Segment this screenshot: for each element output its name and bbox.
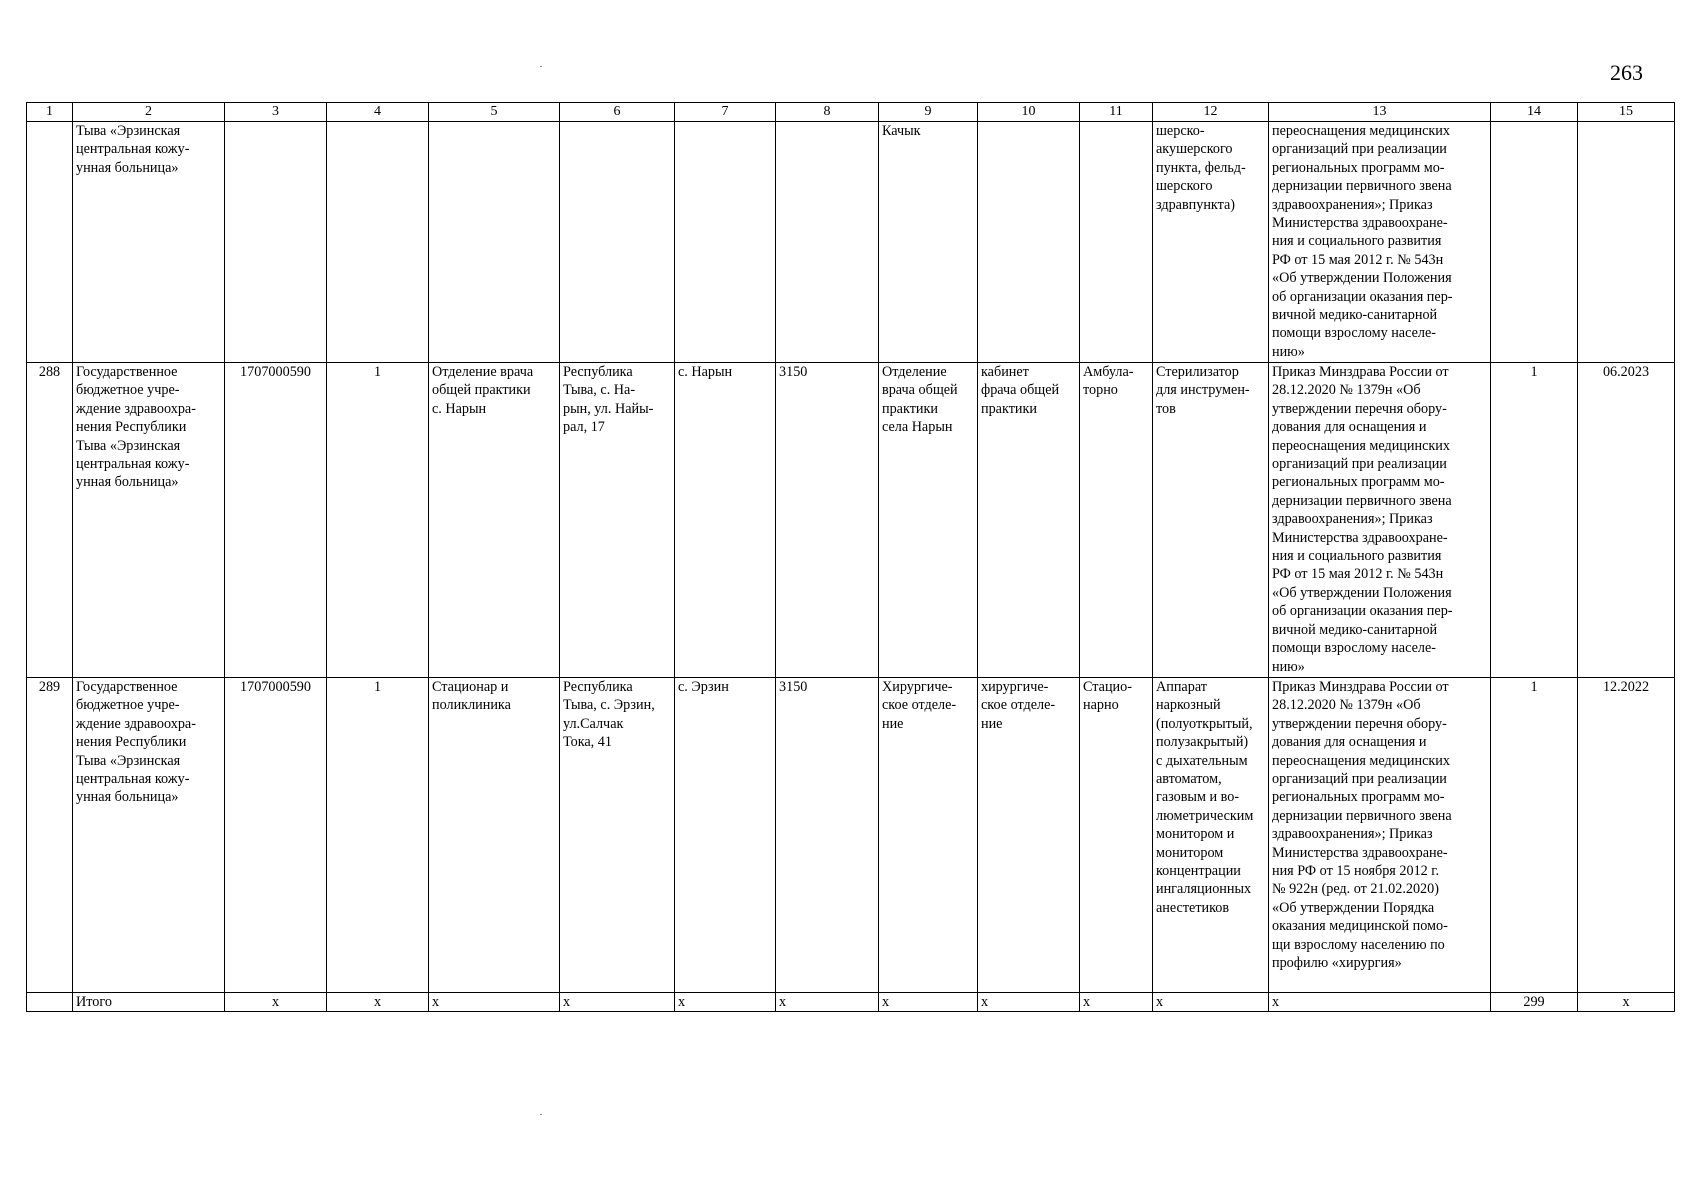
page-number: 263 xyxy=(1610,60,1643,85)
column-number: 13 xyxy=(1269,103,1491,122)
equipment-cell: шерско- акушерского пункта, фельд- шерского здравпункта) xyxy=(1153,122,1269,363)
subdivision-cell: Стационар и поликлиника xyxy=(429,678,560,993)
total-cell: х xyxy=(675,993,776,1012)
regulation-cell: Приказ Минздрава России от 28.12.2020 № 1379н «Об утверждении перечня обору- дования для оснащения и переоснащения медицинских организаций при реализации региональных программ мо- дернизации первичного звена здравоохранения»; Приказ Министерства здравоохране- ния и социального развития РФ от 15 мая 2012 г. № 543н «Об утверждении Положения об организации оказания пер- вичной медико-санитарной помощи взрослому населе- нию» xyxy=(1269,363,1491,678)
total-quantity: 299 xyxy=(1491,993,1578,1012)
room-cell: кабинет фрача общей практики xyxy=(978,363,1080,678)
count-cell xyxy=(327,122,429,363)
column-number-row xyxy=(27,103,1675,122)
code-cell: 3150 xyxy=(776,363,879,678)
total-cell: х xyxy=(978,993,1080,1012)
department-cell: Хирургиче- ское отделе- ние xyxy=(879,678,978,993)
date-cell xyxy=(1578,122,1675,363)
quantity-cell xyxy=(1491,122,1578,363)
care-form-cell: Стацио- нарно xyxy=(1080,678,1153,993)
column-number: 4 xyxy=(327,103,429,122)
inn-cell: 1707000590 xyxy=(225,363,327,678)
address-cell xyxy=(560,122,675,363)
subdivision-cell xyxy=(429,122,560,363)
column-number: 1 xyxy=(27,103,73,122)
date-cell: 12.2022 xyxy=(1578,678,1675,993)
locality-cell: с. Нарын xyxy=(675,363,776,678)
total-cell: х xyxy=(1080,993,1153,1012)
count-cell: 1 xyxy=(327,363,429,678)
row-number-cell xyxy=(27,122,73,363)
column-number: 5 xyxy=(429,103,560,122)
total-cell: х xyxy=(1153,993,1269,1012)
care-form-cell: Амбула- торно xyxy=(1080,363,1153,678)
table-row xyxy=(27,122,1675,363)
column-number: 11 xyxy=(1080,103,1153,122)
row-number-cell: 288 xyxy=(27,363,73,678)
column-number: 8 xyxy=(776,103,879,122)
code-cell xyxy=(776,122,879,363)
total-cell: х xyxy=(225,993,327,1012)
column-number: 3 xyxy=(225,103,327,122)
room-cell: хирургиче- ское отделе- ние xyxy=(978,678,1080,993)
scan-speck xyxy=(540,66,542,67)
department-cell: Отделение врача общей практики села Нарын xyxy=(879,363,978,678)
total-cell: х xyxy=(776,993,879,1012)
regulation-cell: Приказ Минздрава России от 28.12.2020 № 1379н «Об утверждении перечня обору- дования для оснащения и переоснащения медицинских организаций при реализации региональных программ мо- дернизации первичного звена здравоохранения»; Приказ Министерства здравоохране- ния РФ от 15 ноября 2012 г. № 922н (ред. от 21.02.2020) «Об утверждении Порядка оказания медицинской помо- щи взрослому населению по профилю «хирургия» xyxy=(1269,678,1491,993)
institution-cell: Государственное бюджетное учре- ждение здравоохра- нения Республики Тыва «Эрзинская центральная кожу- унная больница» xyxy=(73,363,225,678)
total-cell: х xyxy=(429,993,560,1012)
equipment-cell: Стерилизатор для инструмен- тов xyxy=(1153,363,1269,678)
subdivision-cell: Отделение врача общей практики с. Нарын xyxy=(429,363,560,678)
column-number: 12 xyxy=(1153,103,1269,122)
code-cell: 3150 xyxy=(776,678,879,993)
registry-table xyxy=(26,102,1675,1012)
total-row xyxy=(27,993,1675,1012)
column-number: 6 xyxy=(560,103,675,122)
inn-cell: 1707000590 xyxy=(225,678,327,993)
row-number-cell xyxy=(27,993,73,1012)
scan-speck xyxy=(540,1114,542,1115)
quantity-cell: 1 xyxy=(1491,678,1578,993)
column-number: 7 xyxy=(675,103,776,122)
department-cell: Качык xyxy=(879,122,978,363)
address-cell: Республика Тыва, с. Эрзин, ул.Салчак Тока, 41 xyxy=(560,678,675,993)
inn-cell xyxy=(225,122,327,363)
table-row xyxy=(27,363,1675,678)
quantity-cell: 1 xyxy=(1491,363,1578,678)
regulation-cell: переоснащения медицинских организаций при реализации региональных программ мо- дернизации первичного звена здравоохранения»; Приказ Министерства здравоохране- ния и социального развития РФ от 15 мая 2012 г. № 543н «Об утверждении Положения об организации оказания пер- вичной медико-санитарной помощи взрослому населе- нию» xyxy=(1269,122,1491,363)
total-cell: х xyxy=(560,993,675,1012)
date-cell: 06.2023 xyxy=(1578,363,1675,678)
row-number-cell: 289 xyxy=(27,678,73,993)
total-label: Итого xyxy=(73,993,225,1012)
column-number: 2 xyxy=(73,103,225,122)
column-number: 15 xyxy=(1578,103,1675,122)
equipment-cell: Аппарат наркозный (полуоткрытый, полузакрытый) с дыхательным автоматом, газовым и во- люметрическим монитором и монитором концентрации ингаляционных анестетиков xyxy=(1153,678,1269,993)
table-row xyxy=(27,678,1675,993)
count-cell: 1 xyxy=(327,678,429,993)
room-cell xyxy=(978,122,1080,363)
total-cell: х xyxy=(1578,993,1675,1012)
address-cell: Республика Тыва, с. На- рын, ул. Найы- рал, 17 xyxy=(560,363,675,678)
institution-cell: Государственное бюджетное учре- ждение здравоохра- нения Республики Тыва «Эрзинская центральная кожу- унная больница» xyxy=(73,678,225,993)
institution-cell: Тыва «Эрзинская центральная кожу- унная больница» xyxy=(73,122,225,363)
locality-cell xyxy=(675,122,776,363)
column-number: 9 xyxy=(879,103,978,122)
total-cell: х xyxy=(879,993,978,1012)
locality-cell: с. Эрзин xyxy=(675,678,776,993)
care-form-cell xyxy=(1080,122,1153,363)
total-cell: х xyxy=(1269,993,1491,1012)
column-number: 10 xyxy=(978,103,1080,122)
column-number: 14 xyxy=(1491,103,1578,122)
total-cell: х xyxy=(327,993,429,1012)
